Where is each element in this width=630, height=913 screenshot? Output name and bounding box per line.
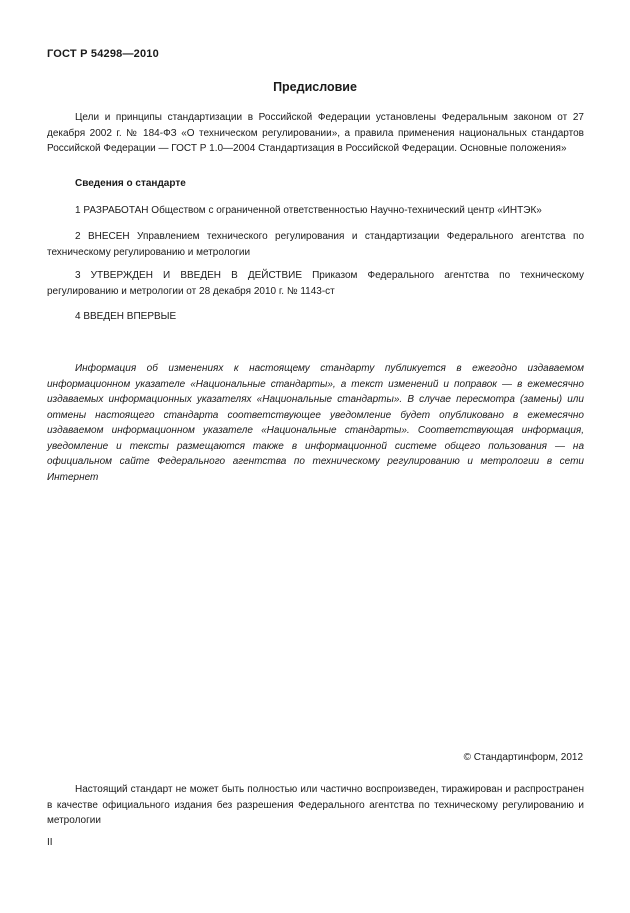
notice-paragraph: Информация об изменениях к настоящему стандарту публикуется в ежегодно издаваемом информационном указателе «Национальные стандарты», а текст изменений и поправок — в ежемесячно издаваемых информационных указателях «Национальные стандарты». В случае пересмотра (замены) или отмены настоящего стандарта соответствующее уведомление будет опубликовано в ежемесячно издаваемом информационном указателе «Национальные стандарты». Соответствующая информация, уведомление и тексты размещаются также в информационной системе общего пользования — на официальном сайте Федерального агентства по техническому регулированию и метрологии в сети Интернет bbox=[47, 363, 584, 483]
item-developed: 1 РАЗРАБОТАН Обществом с ограниченной ответственностью Научно-технический центр «ИНТЭК» bbox=[75, 205, 542, 216]
item-approved: 3 УТВЕРЖДЕН И ВВЕДЕН В ДЕЙСТВИЕ Приказом Федерального агентства по техническому регулированию и метрологии от 28 декабря 2010 г. № 1143-ст bbox=[47, 270, 584, 297]
page-number: II bbox=[47, 837, 53, 848]
item-first-introduced: 4 ВВЕДЕН ВПЕРВЫЕ bbox=[75, 311, 177, 322]
info-heading: Сведения о стандарте bbox=[75, 178, 186, 189]
intro-paragraph: Цели и принципы стандартизации в Российской Федерации установлены Федеральным законом от 27 декабря 2002 г. № 184-ФЗ «О техническом регулировании», а правила применения национальных стандартов Российской Федерации — ГОСТ Р 1.0—2004 Стандартизация в Российской Федерации. Основные положения» bbox=[47, 112, 584, 154]
standard-code: ГОСТ Р 54298—2010 bbox=[47, 48, 159, 60]
item-submitted: 2 ВНЕСЕН Управлением технического регулирования и стандартизации Федерального агентства по техническому регулированию и метрологии bbox=[47, 231, 584, 258]
page-title: Предисловие bbox=[273, 80, 357, 94]
reproduction-notice: Настоящий стандарт не может быть полностью или частично воспроизведен, тиражирован и распространен в качестве официального издания без разрешения Федерального агентства по техническому регулированию и метрологии bbox=[47, 784, 584, 826]
copyright-text: © Стандартинформ, 2012 bbox=[463, 752, 583, 763]
